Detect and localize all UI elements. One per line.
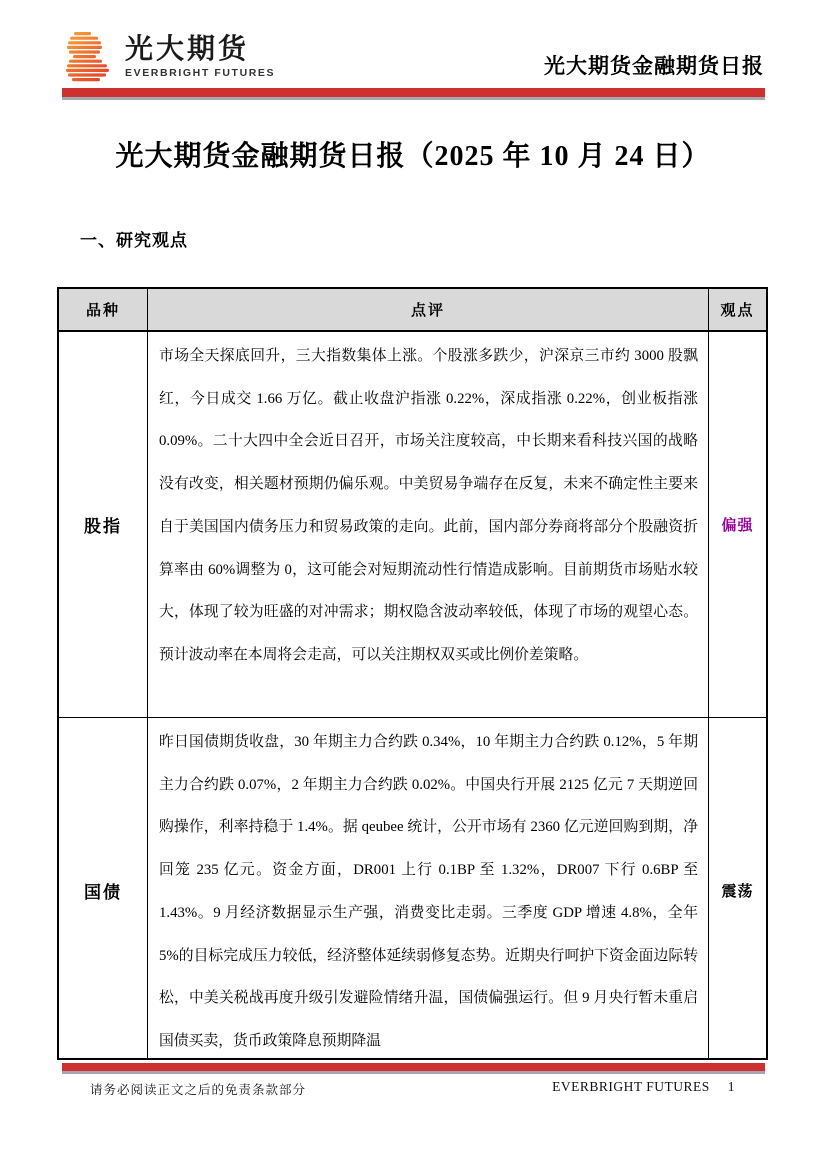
table-row-comment-stock-index: 市场全天探底回升，三大指数集体上涨。个股涨多跌少，沪深京三市约 3000 股飘红，今日成交 1.66 万亿。截止收盘沪指涨 0.22%，深成指涨 0.22%，创业板指涨 0.09%。二十大四中全会近日召开，市场关注度较高，中长期来看科技兴国的战略没有改变，相关题材预期仍偏乐观。中美贸易争端存在反复，未来不确定性主要来自于美国国内债务压力和贸易政策的走向。此前，国内部分券商将部分个股融资折算率由 60%调整为 0，这可能会对短期流动性行情造成影响。目前期货市场贴水较大，体现了较为旺盛的对冲需求；期权隐含波动率较低，体现了市场的观望心态。预计波动率在本周将会走高，可以关注期权双买或比例价差策略。 (148, 332, 709, 718)
table-row-variety-stock-index: 股指 (59, 332, 148, 718)
footer-page-number: 1 (727, 1079, 735, 1094)
header-divider (62, 88, 765, 100)
header-divider-shadow (62, 97, 765, 100)
header-divider-red-bar (62, 88, 765, 97)
column-header-variety: 品种 (59, 289, 148, 332)
footer-brand-name: EVERBRIGHT FUTURES (552, 1079, 710, 1094)
table-row-view-treasury-bond: 震荡 (721, 883, 754, 900)
logo-name-en: EVERBRIGHT FUTURES (125, 67, 276, 79)
footer-divider-shadow (62, 1071, 765, 1074)
table-row-comment-treasury-bond: 昨日国债期货收盘，30 年期主力合约跌 0.34%，10 年期主力合约跌 0.12%，5 年期主力合约跌 0.07%，2 年期主力合约跌 0.02%。中国央行开展 2125 亿元 7 天期逆回购操作，利率持稳于 1.4%。据 qeubee 统计，公开市场有 2360 亿元逆回购到期，净回笼 235 亿元。资金方面，DR001 上行 0.1BP 至 1.32%，DR007 下行 0.6BP 至 1.43%。9 月经济数据显示生产强，消费变比走弱。三季度 GDP 增速 4.8%，全年 5%的目标完成压力较低，经济整体延续弱修复态势。近期央行呵护下资金面边际转松，中美关税战再度升级引发避险情绪升温，国债偏强运行。但 9 月央行暂未重启国债买卖，货币政策降息预期降温 (148, 718, 709, 1060)
logo-name-cn: 光大期货 (125, 33, 250, 64)
page-title: 光大期货金融期货日报（2025 年 10 月 24 日） (115, 141, 711, 172)
everbright-logo-icon (64, 31, 114, 85)
research-views-table (57, 287, 768, 1060)
footer-brand (552, 1079, 735, 1095)
company-logo (64, 31, 275, 85)
footer-disclaimer: 请务必阅读正文之后的免责条款部分 (90, 1083, 307, 1097)
footer-divider (62, 1063, 765, 1074)
table-row-view-stock-index: 偏强 (709, 332, 766, 718)
section-heading-research-views: 一、研究观点 (80, 231, 188, 250)
column-header-comment: 点评 (148, 289, 709, 332)
footer-divider-red-bar (62, 1063, 765, 1071)
logo-text (125, 31, 275, 79)
column-header-view: 观点 (709, 289, 766, 332)
table-row-variety-treasury-bond: 国债 (59, 718, 148, 1060)
header-report-title: 光大期货金融期货日报 (544, 54, 764, 78)
